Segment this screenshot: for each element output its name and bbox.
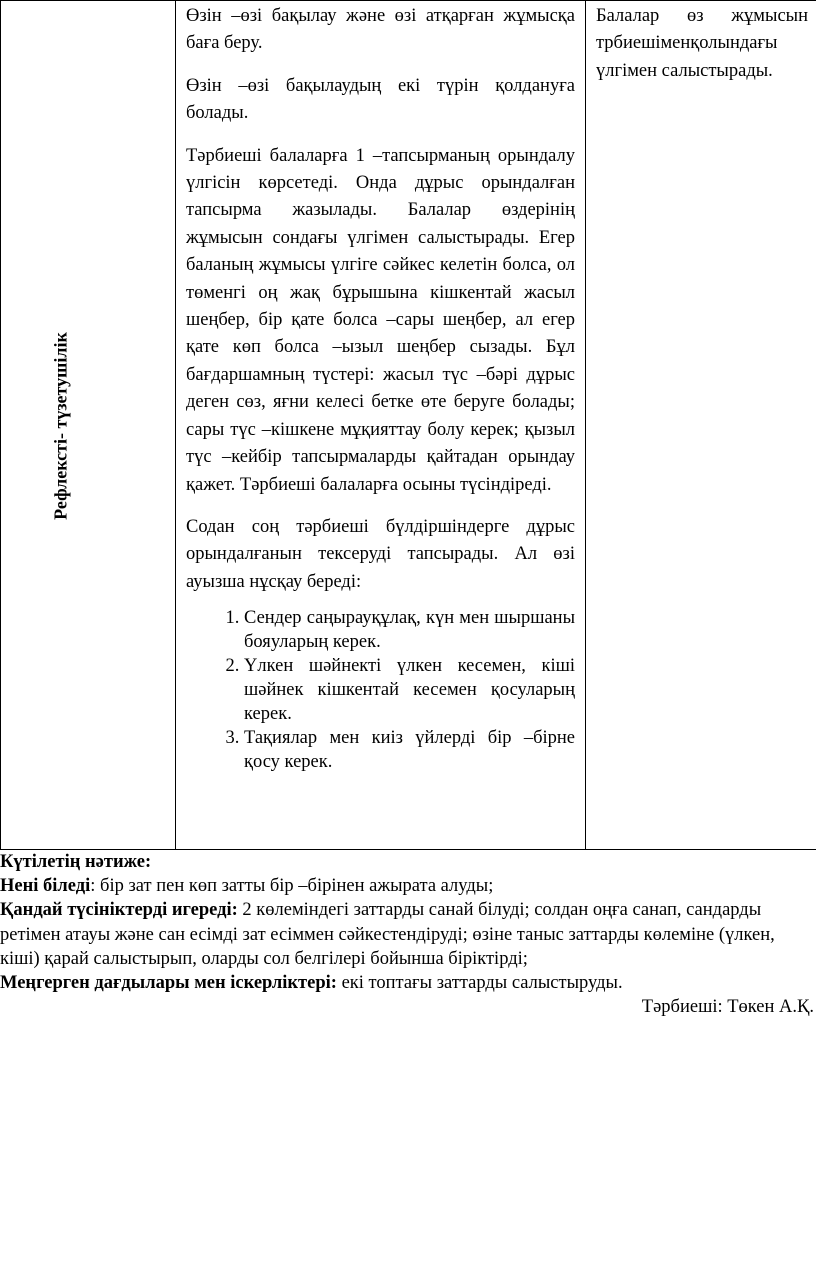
- concepts-text: 2 көлеміндегі заттарды санай білуді; солдан оңға санап, сандарды ретімен атауы және сан есімді зат есіммен сәйкестендіруді; өзіне таныс заттарды көлеміне (үлкен, кіші) қарай салыстырып, оларды сол белгілері бойынша біріктірді;: [0, 900, 775, 969]
- knows-text: : бір зат пен көп затты бір –бірінен ажырата алуды;: [90, 876, 494, 897]
- stage-label: Рефлексті- түзетушілік: [50, 332, 71, 520]
- teacher-signature: Тәрбиеші: Төкен А.Қ.: [641, 997, 814, 1018]
- stage-cell: [1, 1, 176, 850]
- children-activity-cell: [586, 1, 816, 850]
- instruction-item: 1. Сендер саңырауқұлақ, күн мен шыршаны бояуларың керек.: [244, 606, 575, 654]
- instruction-item: 2. Үлкен шәйнекті үлкен кесемен, кіші шәйнек кішкентай кесемен қосуларың керек.: [244, 654, 575, 726]
- teacher-paragraph: Содан соң тәрбиеші бүлдіршіндерге дұрыс орындалғанын тексеруді тапсырады. Ал өзі ауызша нұсқау береді:: [186, 516, 575, 592]
- skills-label: Меңгерген дағдылары мен іскерліктері:: [0, 973, 337, 994]
- table-row: [1, 1, 816, 850]
- instruction-list: [186, 606, 575, 774]
- teacher-paragraph: Тәрбиеші балаларға 1 –тапсырманың орындалу үлгісін көрсетеді. Онда дұрыс орындалған тапсырма жазылады. Балалар өздерінің жұмысын сондағы үлгімен салыстырады. Егер баланың жұмысы үлгіге сәйкес келетін болса, ол төменгі оң жақ бұрышына кішкентай жасыл шеңбер, бір қате болса –сары шеңбер, ал егер қате көп болса –ызыл шеңбер сызады. Бұл бағдаршамның түстері: жасыл түс –бәрі дұрыс деген сөз, яғни келесі бетке өте беруге болады; сары түс –кішкене мұқияттау болу керек; қызыл түс –кейбір тапсырмаларды қайтадан орындау қажет. Тәрбиеші балаларға осыны түсіндіреді.: [186, 145, 575, 495]
- knows-label: Нені біледі: [0, 876, 91, 897]
- skills-text: екі топтағы заттарды салыстыруды.: [336, 973, 623, 994]
- instruction-item: 3. Тақиялар мен киіз үйлерді бір –бірне қосу керек.: [244, 726, 575, 774]
- children-activity-text: Балалар өз жұмысын трбиешіменқолындағы үлгімен салыстырады.: [596, 6, 808, 81]
- result-heading: Күтілетің нәтиже:: [0, 852, 152, 872]
- teacher-activity-cell: [176, 1, 586, 850]
- expected-result-section: [0, 850, 816, 1019]
- teacher-paragraph: Өзін –өзі бақылау және өзі атқарған жұмысқа баға беру.: [186, 6, 575, 54]
- knows-line: [0, 874, 816, 898]
- concepts-line: [0, 898, 816, 971]
- concepts-label: Қандай түсініктерді игереді:: [0, 900, 238, 921]
- skills-line: [0, 971, 816, 995]
- teacher-paragraph: Өзін –өзі бақылаудың екі түрін қолдануға болады.: [186, 75, 575, 124]
